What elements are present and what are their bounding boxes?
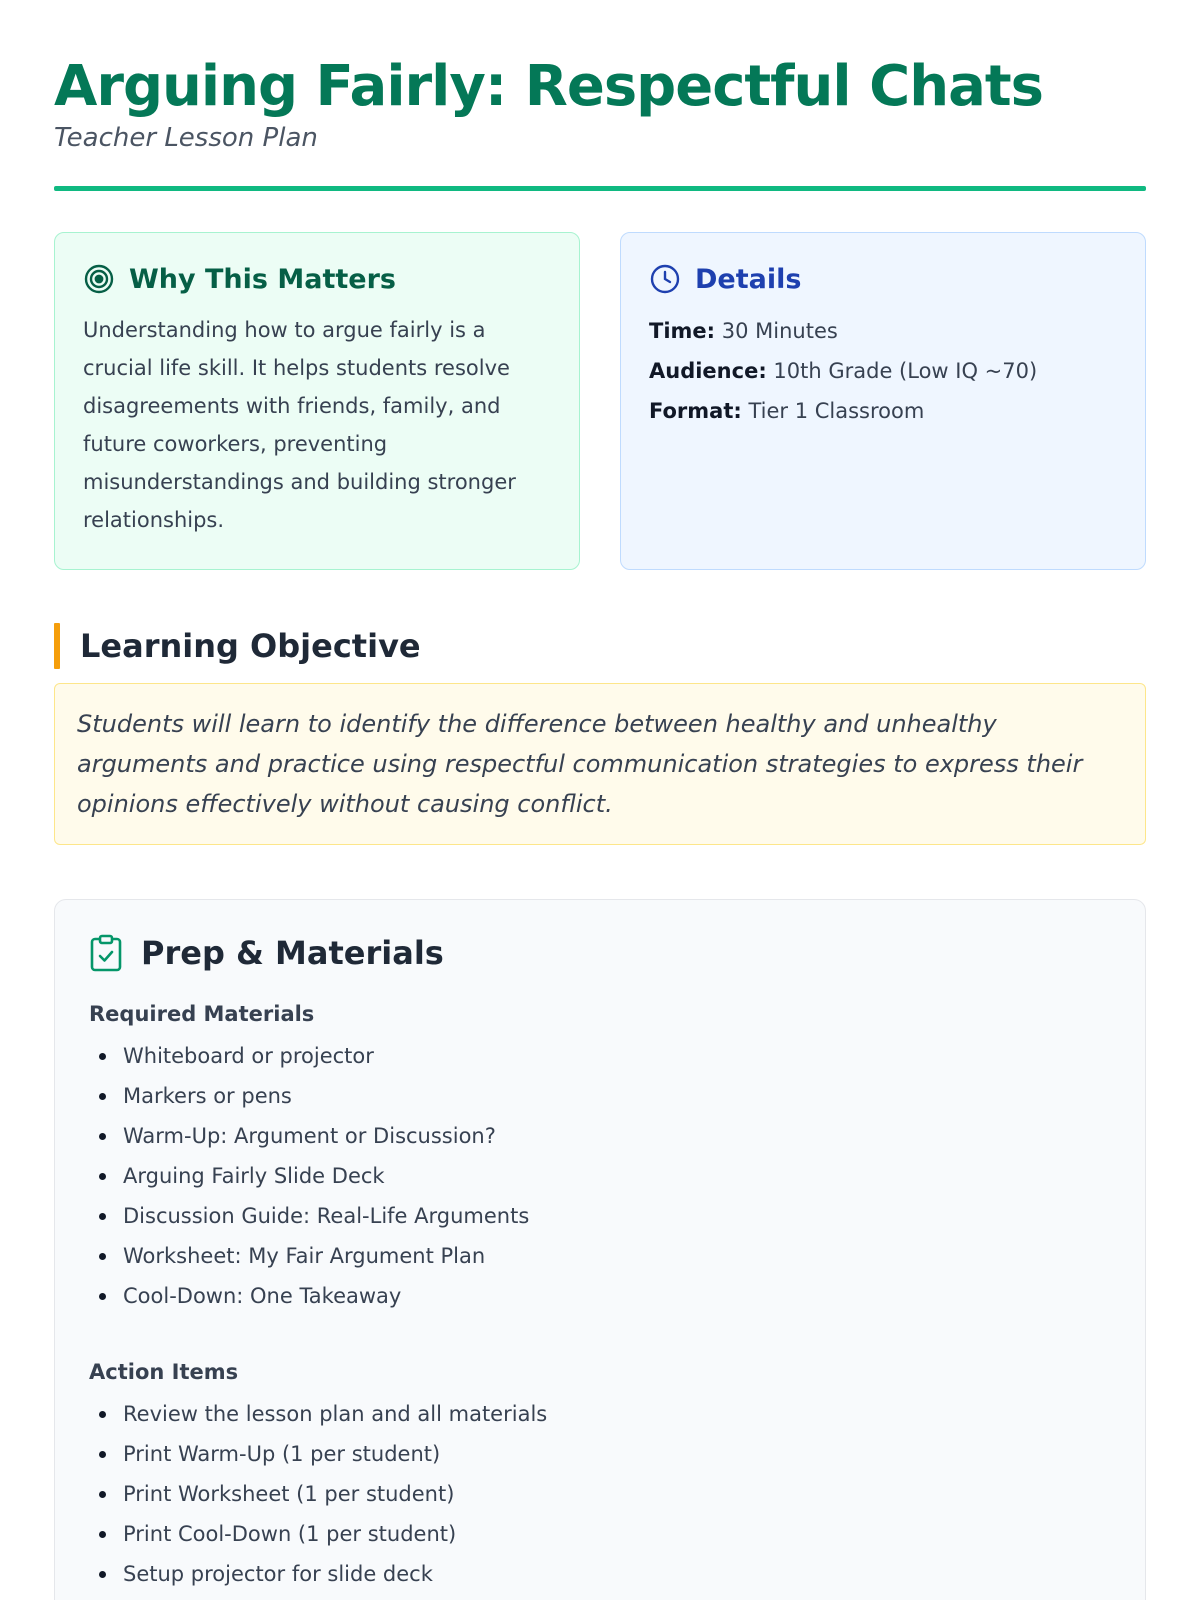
list-item: Worksheet: My Fair Argument Plan (123, 1236, 1111, 1276)
prep-card-title: Prep & Materials (141, 934, 444, 972)
title-divider (54, 186, 1146, 191)
detail-time (649, 311, 1117, 351)
detail-audience (649, 351, 1117, 391)
action-items-list (89, 1394, 1111, 1594)
why-card-body: Understanding how to argue fairly is a crucial life skill. It helps students resolve disagreements with friends, family, and future coworkers, preventing misunderstandings and building stronger relationships. (83, 318, 516, 532)
detail-label: Format: (649, 399, 742, 423)
learning-objective-title: Learning Objective (80, 627, 421, 665)
detail-format (649, 391, 1117, 431)
why-this-matters-card (54, 232, 580, 570)
materials-list (89, 1036, 1111, 1316)
details-card-title: Details (695, 263, 802, 295)
list-item: Whiteboard or projector (123, 1036, 1111, 1076)
clock-icon (649, 263, 681, 295)
prep-materials-card (54, 899, 1146, 1600)
list-item: Cool-Down: One Takeaway (123, 1276, 1111, 1316)
detail-value: 10th Grade (Low IQ ~70) (773, 359, 1038, 383)
details-card (620, 232, 1146, 570)
list-item: Print Cool-Down (1 per student) (123, 1514, 1111, 1554)
why-card-title: Why This Matters (129, 263, 396, 295)
detail-label: Audience: (649, 359, 767, 383)
list-item: Setup projector for slide deck (123, 1554, 1111, 1594)
required-materials-heading: Required Materials (89, 1002, 315, 1026)
prep-card-header (89, 934, 1111, 972)
info-cards (54, 232, 1146, 570)
detail-value: 30 Minutes (721, 319, 838, 343)
details-card-header (649, 263, 1117, 295)
list-item: Arguing Fairly Slide Deck (123, 1156, 1111, 1196)
page-subtitle: Teacher Lesson Plan (54, 123, 318, 153)
list-item: Markers or pens (123, 1076, 1111, 1116)
learning-objective-box: Students will learn to identify the difference between healthy and unhealthy arguments and practice using respectful communication strategies to express their opinions effectively without causing conflict. (54, 683, 1146, 845)
learning-objective-heading (54, 623, 1146, 669)
action-items-heading: Action Items (89, 1360, 239, 1384)
target-icon (83, 263, 115, 295)
list-item: Print Worksheet (1 per student) (123, 1474, 1111, 1514)
why-card-header (83, 263, 551, 295)
list-item: Review the lesson plan and all materials (123, 1394, 1111, 1434)
clipboard-check-icon (89, 934, 123, 972)
list-item: Discussion Guide: Real-Life Arguments (123, 1196, 1111, 1236)
detail-label: Time: (649, 319, 716, 343)
page-title: Arguing Fairly: Respectful Chats (54, 54, 1043, 119)
detail-value: Tier 1 Classroom (748, 399, 925, 423)
list-item: Warm-Up: Argument or Discussion? (123, 1116, 1111, 1156)
heading-accent-bar (54, 623, 60, 669)
list-item: Print Warm-Up (1 per student) (123, 1434, 1111, 1474)
